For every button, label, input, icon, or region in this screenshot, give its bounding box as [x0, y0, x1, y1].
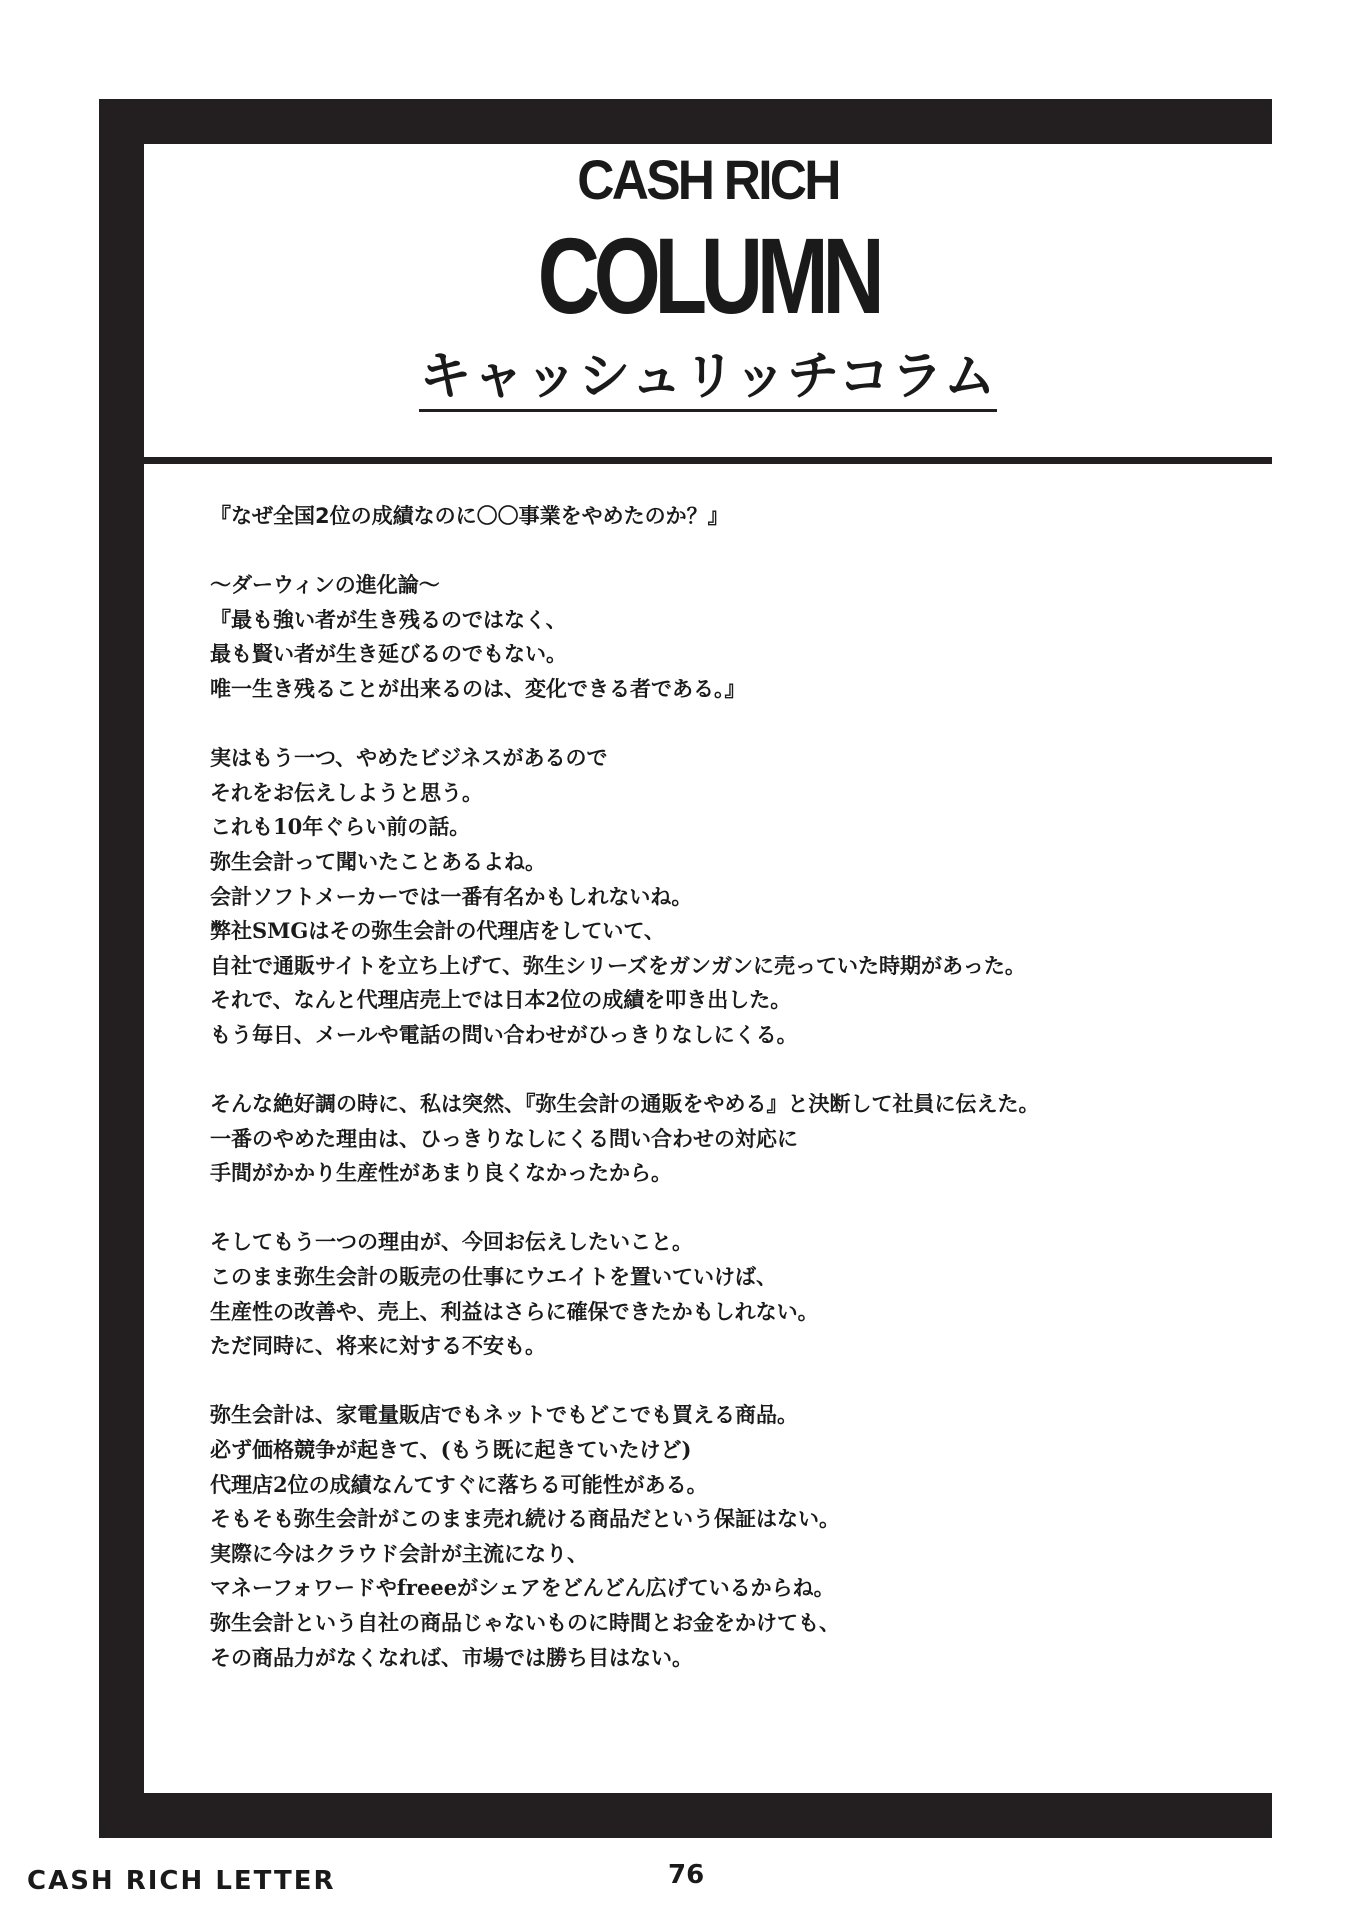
column-subtitle [144, 344, 1272, 410]
publication-name: CASH RICH LETTER [27, 1866, 336, 1896]
paragraph-line: 弥生会計という自社の商品じゃないものに時間とお金をかけても、 [210, 1610, 840, 1635]
frame-bottom-bar [99, 1793, 1272, 1838]
paragraph [210, 741, 1250, 1052]
column-subtitle-text: キャッシュリッチコラム [419, 347, 996, 412]
paragraph-spacer [210, 1364, 1250, 1399]
paragraph-line: ただ同時に、将来に対する不安も。 [210, 1333, 546, 1359]
paragraph-line: それをお伝えしようと思う。 [210, 779, 483, 805]
paragraph-spacer [210, 1053, 1250, 1088]
paragraph-line: 『最も強い者が生き残るのではなく、 [210, 606, 567, 632]
paragraph-line: 〜ダーウィンの進化論〜 [210, 572, 440, 598]
paragraph-spacer [210, 1191, 1250, 1226]
paragraph-line: 弊社SMGはその弥生会計の代理店をしていて、 [210, 918, 665, 944]
frame-top-bar [99, 99, 1272, 144]
paragraph-line: そもそも弥生会計がこのまま売れ続ける商品だという保証はない。 [210, 1506, 840, 1532]
paragraph [210, 1225, 1250, 1363]
paragraph-line: 一番のやめた理由は、ひっきりなしにくる問い合わせの対応に [210, 1125, 798, 1151]
paragraph-line: これも10年ぐらい前の話。 [210, 814, 471, 840]
paragraph-line: もう毎日、メールや電話の問い合わせがひっきりなしにくる。 [210, 1021, 798, 1047]
paragraph-line: 必ず価格競争が起きて、(もう既に起きていたけど) [210, 1437, 692, 1463]
paragraph [210, 1398, 1250, 1675]
paragraph-spacer [210, 534, 1250, 569]
paragraph-line: 実はもう一つ、やめたビジネスがあるので [210, 745, 608, 771]
paragraph-line: マネーフォワードやfreeeがシェアをどんどん広げているからね。 [210, 1575, 835, 1601]
paragraph-line: 生産性の改善や、売上、利益はさらに確保できたかもしれない。 [210, 1298, 819, 1324]
paragraph-line: 会計ソフトメーカーでは一番有名かもしれないね。 [210, 883, 693, 909]
paragraph-line: 手間がかかり生産性があまり良くなかったから。 [210, 1160, 672, 1186]
paragraph-line: 唯一生き残ることが出来るのは、変化できる者である。』 [210, 675, 746, 701]
paragraph-line: それで、なんと代理店売上では日本2位の成績を叩き出した。 [210, 987, 792, 1013]
paragraph-line: 弥生会計って聞いたことあるよね。 [210, 848, 546, 874]
article-headline: 『なぜ全国2位の成績なのに〇〇事業をやめたのか？』 [210, 504, 729, 528]
paragraph-line: 自社で通販サイトを立ち上げて、弥生シリーズをガンガンに売っていた時期があった。 [210, 952, 1026, 978]
paragraph [210, 568, 1250, 706]
paragraph-line: 弥生会計は、家電量販店でもネットでもどこでも買える商品。 [210, 1402, 798, 1428]
paragraph-line: 実際に今はクラウド会計が主流になり、 [210, 1540, 588, 1566]
paragraph-line: その商品力がなくなれば、市場では勝ち目はない。 [210, 1644, 693, 1670]
paragraph-line: このまま弥生会計の販売の仕事にウエイトを置いていけば、 [210, 1264, 777, 1290]
paragraph-line: 最も賢い者が生き延びるのでもない。 [210, 641, 567, 667]
paragraph-line: そしてもう一つの理由が、今回お伝えしたいこと。 [210, 1229, 693, 1255]
header-divider [144, 457, 1272, 464]
column-title-line2: COLUMN [537, 215, 879, 336]
paragraph-line: 代理店2位の成績なんてすぐに落ちる可能性がある。 [210, 1471, 708, 1497]
page-number: 76 [668, 1860, 705, 1890]
article-body [210, 499, 1250, 1675]
column-title-line1: CASH RICH [577, 148, 839, 211]
paragraph-line: そんな絶好調の時に、私は突然、『弥生会計の通販をやめる』と決断して社員に伝えた。 [210, 1091, 1040, 1117]
paragraph-spacer [210, 707, 1250, 742]
frame-left-bar [99, 99, 144, 1838]
paragraph [210, 1087, 1250, 1191]
